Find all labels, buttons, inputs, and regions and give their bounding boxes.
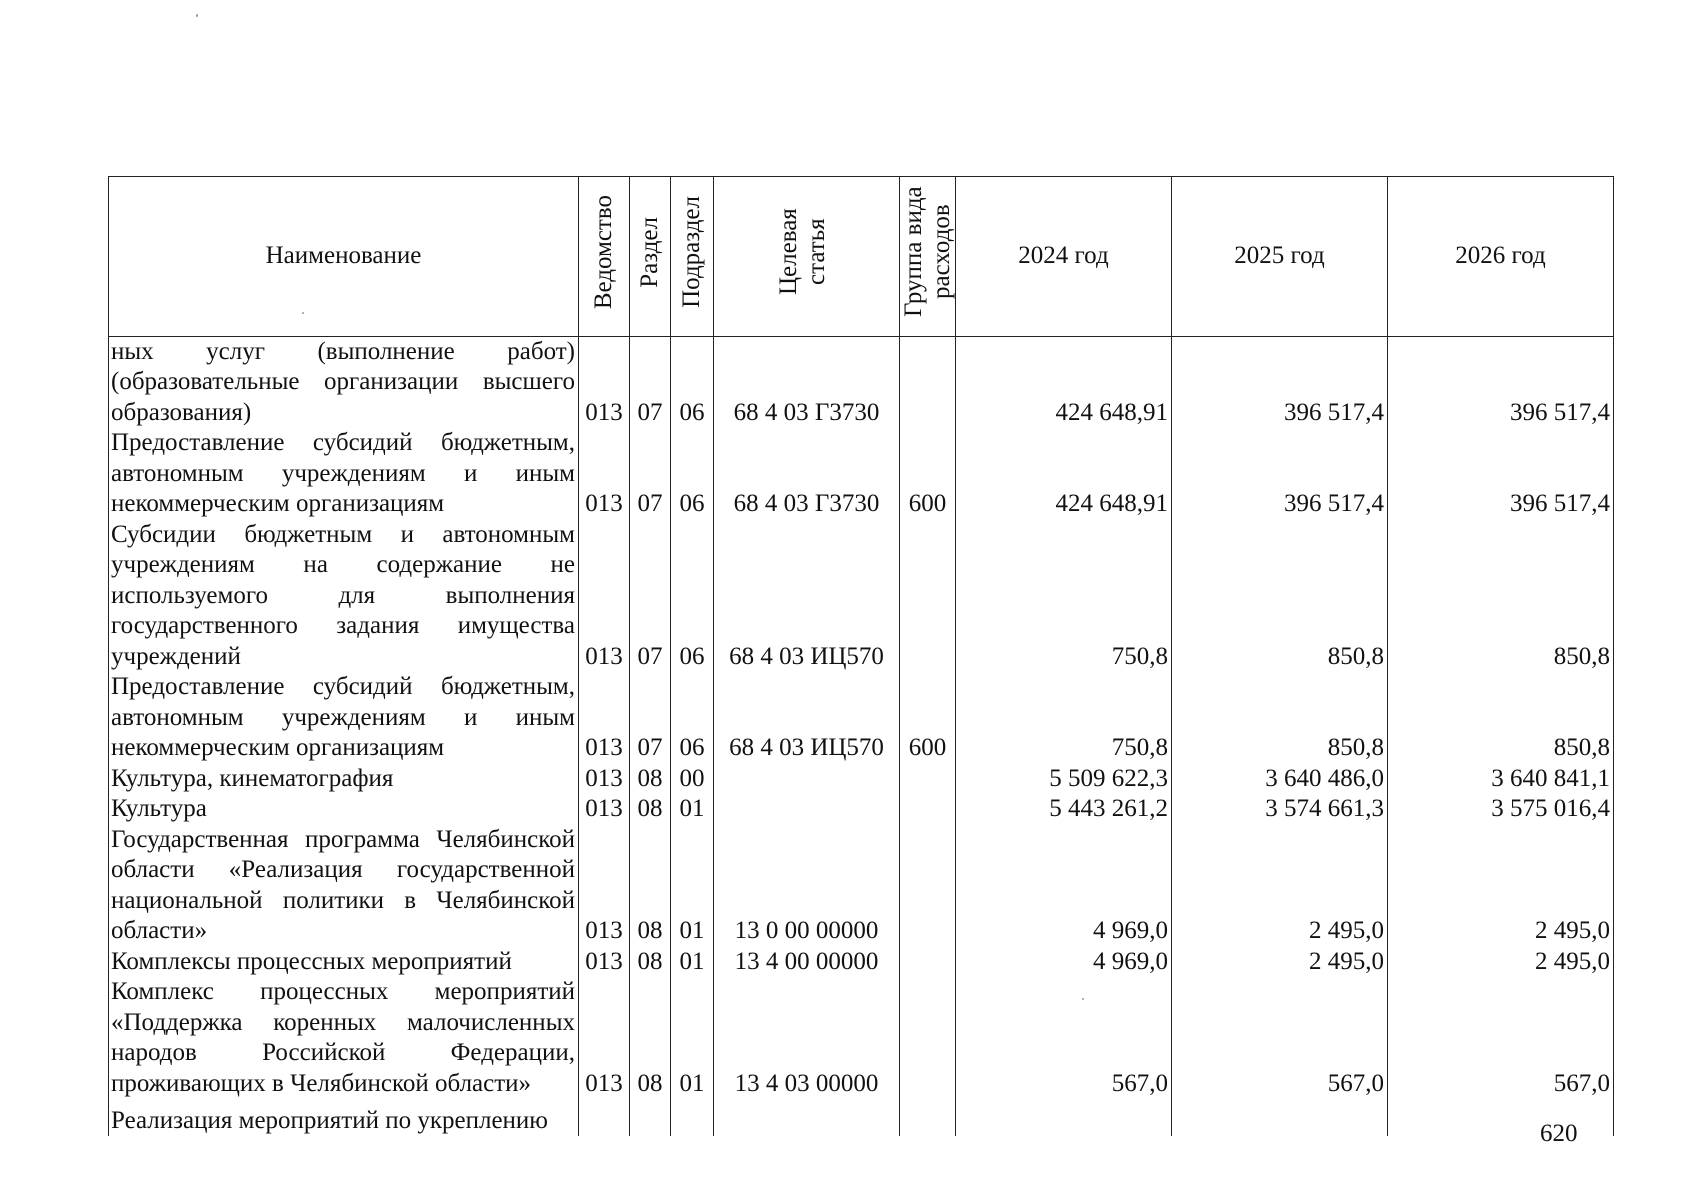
row-year-2025: 396 517,4 [1172,336,1388,428]
row-year-2024: 4 969,0 [956,947,1172,978]
row-expense-group [900,764,956,795]
row-year-2026: 850,8 [1388,672,1614,764]
row-year-2025: 850,8 [1172,520,1388,673]
header-target-article: Целевая статья [714,177,900,337]
row-target-article [714,1099,900,1136]
row-razdel: 08 [630,764,671,795]
header-vedomstvo: Ведомство [579,177,630,337]
row-expense-group [900,825,956,947]
row-razdel: 08 [630,947,671,978]
row-podrazdel: 01 [671,977,714,1099]
row-podrazdel: 06 [671,428,714,520]
page-number: 620 [1540,1120,1578,1147]
header-podrazdel: Подраздел [671,177,714,337]
row-expense-group: 600 [900,428,956,520]
scan-speck [302,312,304,314]
row-target-article: 68 4 03 ИЦ570 [714,672,900,764]
table-row [109,764,1614,795]
row-year-2024: 4 969,0 [956,825,1172,947]
row-expense-group [900,520,956,673]
row-vedomstvo: 013 [579,428,630,520]
row-year-2026: 2 495,0 [1388,947,1614,978]
row-year-2024: 424 648,91 [956,336,1172,428]
table-row [109,825,1614,947]
table-row [109,977,1614,1099]
table-row [109,672,1614,764]
row-vedomstvo: 013 [579,672,630,764]
row-year-2024: 424 648,91 [956,428,1172,520]
header-razdel: Раздел [630,177,671,337]
table-row [109,794,1614,825]
row-year-2025: 2 495,0 [1172,825,1388,947]
row-target-article: 68 4 03 Г3730 [714,336,900,428]
scan-speck [196,14,198,17]
row-vedomstvo: 013 [579,764,630,795]
row-year-2024: 750,8 [956,672,1172,764]
row-year-2026: 3 575 016,4 [1388,794,1614,825]
row-razdel: 07 [630,520,671,673]
table-row [109,520,1614,673]
header-year-2025: 2025 год [1172,177,1388,337]
row-name: Культура [109,794,579,825]
row-target-article: 13 4 00 00000 [714,947,900,978]
row-name: Культура, кинематография [109,764,579,795]
row-name: Комплексы процессных мероприятий [109,947,579,978]
row-target-article [714,764,900,795]
row-year-2026: 567,0 [1388,977,1614,1099]
row-razdel: 07 [630,428,671,520]
table-row [109,336,1614,428]
row-year-2024: 567,0 [956,977,1172,1099]
row-expense-group [900,794,956,825]
row-year-2025: 850,8 [1172,672,1388,764]
row-year-2025: 396 517,4 [1172,428,1388,520]
header-year-2026: 2026 год [1388,177,1614,337]
row-razdel: 08 [630,825,671,947]
row-name: Государственная программа Челябинской области «Реализация государственной национальной политики в Челябинской области» [109,825,579,947]
row-expense-group: 600 [900,672,956,764]
row-vedomstvo: 013 [579,336,630,428]
row-vedomstvo: 013 [579,520,630,673]
row-vedomstvo: 013 [579,977,630,1099]
row-year-2025: 567,0 [1172,977,1388,1099]
header-year-2024: 2024 год [956,177,1172,337]
row-year-2024: 5 509 622,3 [956,764,1172,795]
row-year-2024: 750,8 [956,520,1172,673]
row-year-2025 [1172,1099,1388,1136]
row-target-article: 13 0 00 00000 [714,825,900,947]
header-expense-group: Группа вида расходов [900,177,956,337]
row-podrazdel: 06 [671,520,714,673]
row-podrazdel [671,1099,714,1136]
row-podrazdel: 06 [671,336,714,428]
row-name: Предоставление субсидий бюджетным, автономным учреждениям и иным некоммерческим организациям [109,672,579,764]
table-header-row [109,177,1614,337]
row-year-2026: 396 517,4 [1388,428,1614,520]
budget-table [108,176,1614,1136]
row-year-2026: 3 640 841,1 [1388,764,1614,795]
row-razdel: 07 [630,672,671,764]
row-name: Субсидии бюджетным и автономным учреждениям на содержание не используемого для выполнения государственного задания имущества учреждений [109,520,579,673]
row-vedomstvo: 013 [579,947,630,978]
row-vedomstvo: 013 [579,825,630,947]
row-year-2025: 2 495,0 [1172,947,1388,978]
row-target-article [714,794,900,825]
row-expense-group [900,977,956,1099]
table-row [109,428,1614,520]
row-expense-group [900,1099,956,1136]
row-vedomstvo [579,1099,630,1136]
row-year-2025: 3 574 661,3 [1172,794,1388,825]
row-podrazdel: 01 [671,825,714,947]
table-row [109,947,1614,978]
row-target-article: 68 4 03 ИЦ570 [714,520,900,673]
row-expense-group [900,947,956,978]
row-year-2026: 396 517,4 [1388,336,1614,428]
row-razdel: 08 [630,977,671,1099]
row-year-2024: 5 443 261,2 [956,794,1172,825]
row-razdel [630,1099,671,1136]
row-podrazdel: 01 [671,794,714,825]
row-razdel: 07 [630,336,671,428]
row-podrazdel: 00 [671,764,714,795]
row-name: Предоставление субсидий бюджетным, автономным учреждениям и иным некоммерческим организациям [109,428,579,520]
table-row [109,1099,1614,1136]
row-name: Реализация мероприятий по укреплению [109,1099,579,1136]
row-expense-group [900,336,956,428]
row-year-2026: 2 495,0 [1388,825,1614,947]
row-year-2024 [956,1099,1172,1136]
row-target-article: 68 4 03 Г3730 [714,428,900,520]
row-podrazdel: 01 [671,947,714,978]
row-year-2026: 850,8 [1388,520,1614,673]
row-vedomstvo: 013 [579,794,630,825]
row-podrazdel: 06 [671,672,714,764]
row-razdel: 08 [630,794,671,825]
scan-speck [1082,998,1084,1000]
row-target-article: 13 4 03 00000 [714,977,900,1099]
row-year-2025: 3 640 486,0 [1172,764,1388,795]
row-year-2026 [1388,1099,1614,1136]
row-name: ных услуг (выполнение работ) (образовательные организации высшего образования) [109,336,579,428]
row-name: Комплекс процессных мероприятий «Поддержка коренных малочисленных народов Российской Федерации, проживающих в Челябинской области» [109,977,579,1099]
header-name: Наименование [109,177,579,337]
